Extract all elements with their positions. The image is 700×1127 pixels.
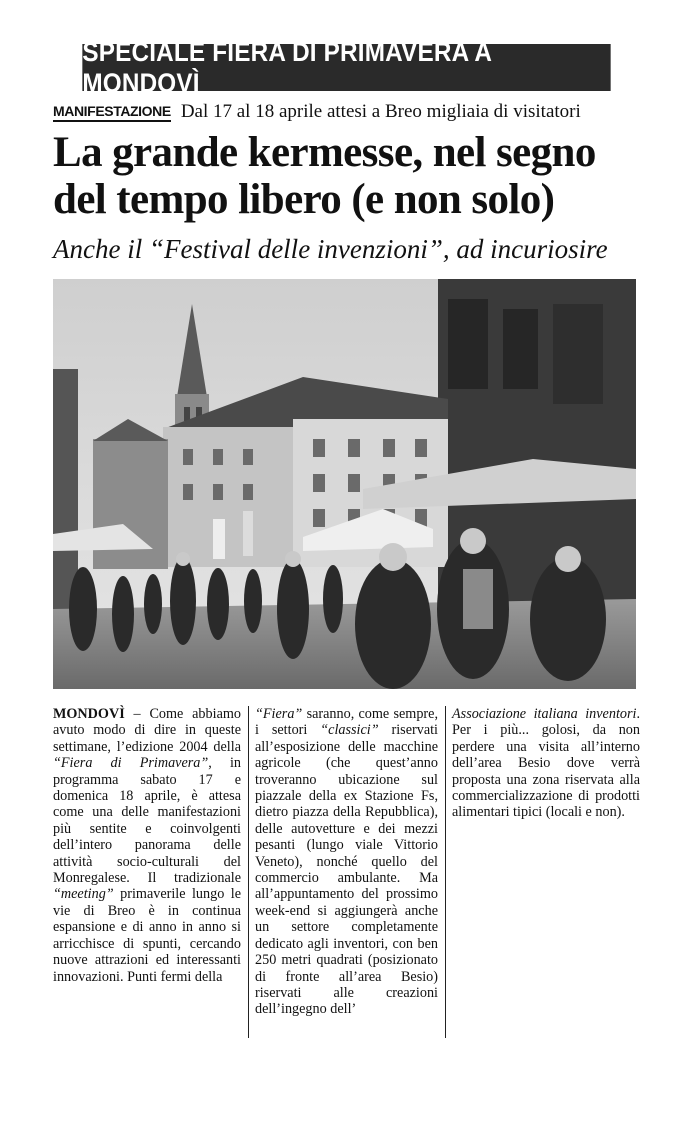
kicker	[53, 100, 643, 124]
headline-line-2: del tempo libero (e non solo)	[53, 176, 555, 223]
fair-photo	[53, 279, 636, 689]
article-text: “Fiera di Primavera”	[53, 755, 209, 772]
article-text: Associazione italiana inventori	[452, 706, 637, 722]
dateline: MONDOVÌ	[53, 706, 125, 722]
article-column-2	[255, 706, 438, 1018]
article-text: saranno, come sempre, i settori	[255, 706, 438, 739]
market-street-illustration	[53, 279, 636, 689]
column-rule	[445, 706, 446, 1038]
column-rule	[248, 706, 249, 1038]
kicker-label: MANIFESTAZIONE	[53, 103, 171, 122]
article-text: “meeting”	[53, 886, 114, 903]
article-text: , in programma sabato 17 e domenica 18 aprile, è attesa come una delle manifestazioni più sentite e coinvolgenti dell’intero panorama delle attività socio-culturali del Monregalese. Il tradizionale	[53, 755, 241, 887]
article-column-1	[53, 706, 241, 985]
headline	[53, 129, 653, 223]
subhead: Anche il “Festival delle invenzioni”, ad incuriosire	[53, 234, 608, 264]
kicker-text: Dal 17 al 18 aprile attesi a Breo migliaia di visitatori	[180, 101, 581, 122]
article-text: – Come abbiamo avuto modo di dire in queste settimane, l’edizione 2004 della	[53, 706, 241, 755]
article-text: primaverile lungo le vie di Breo è in continua espansione e di anno in anno si arricchisce di spunti, cercando nuove attrazioni ed interessanti innovazioni. Punti fermi della	[53, 886, 241, 985]
article-text: “classici”	[320, 722, 379, 739]
banner-title: SPECIALE FIERA DI PRIMAVERA A MONDOVÌ	[82, 36, 492, 98]
article-text: . Per i più... golosi, da non perdere una visita all’interno dell’area Besio dove verrà proposta una zona riservata alla commercializzazione di prodotti alimentari tipici (locali e non).	[452, 706, 640, 821]
article-text: “Fiera”	[255, 706, 303, 722]
headline-line-1: La grande kermesse, nel segno	[53, 129, 596, 176]
article-column-3	[452, 706, 640, 821]
article-text: riservati all’esposizione delle macchine agricole (che quest’anno troveranno ubicazione sul piazzale della ex Stazione Fs, dietro piazza della Repubblica), delle autovetture e dei mezzi pesanti (lungo viale Vittorio Veneto), nonché quello del commercio ambulante. Ma all’appuntamento del prossimo week-end si aggiungerà anche un settore completamente dedicato agli inventori, con ben 250 metri quadrati (posizionato di fronte all’area Besio) riservati alle creazioni dell’ingegno dell’	[255, 722, 438, 1018]
section-banner	[82, 36, 610, 98]
